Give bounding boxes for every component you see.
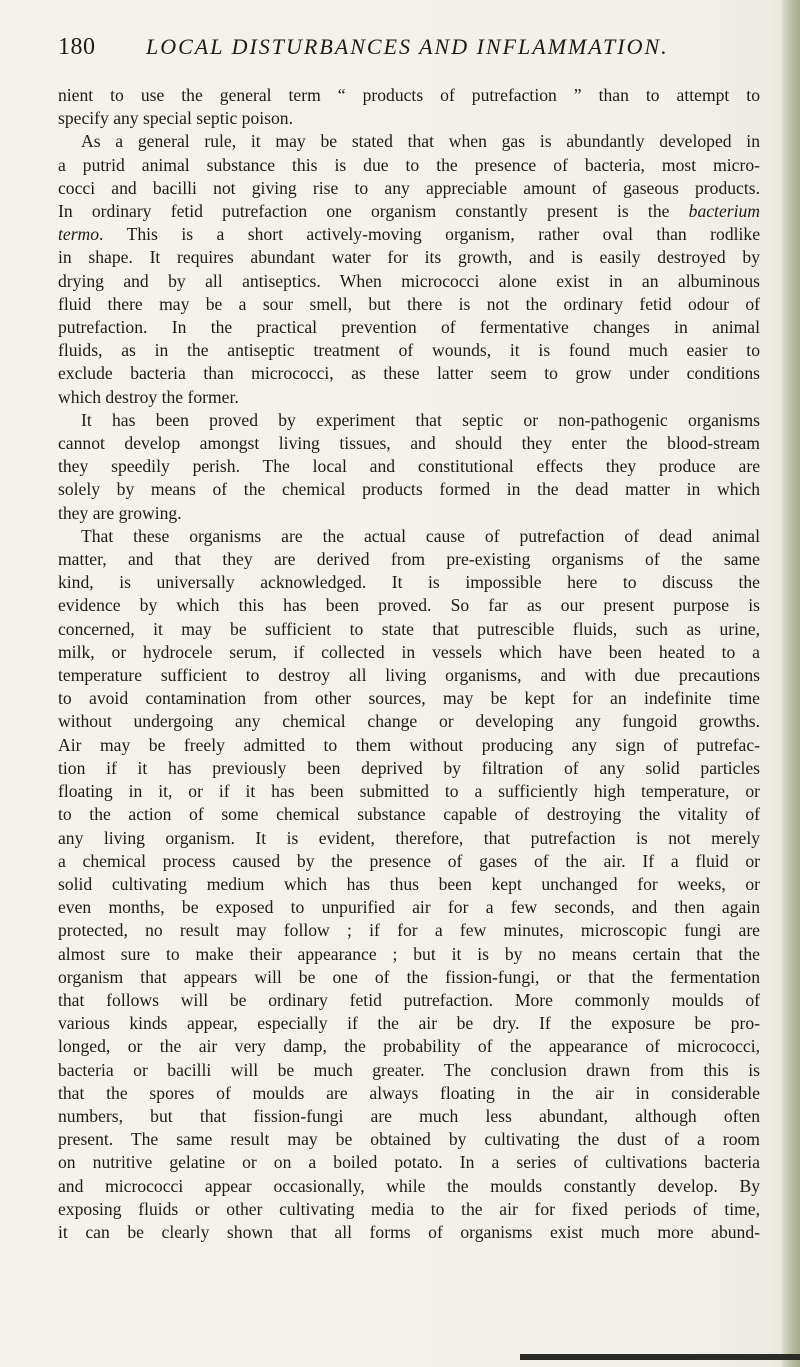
text-line: That these organisms are the actual cause of putrefaction of dead animal [81, 525, 760, 546]
text-line: exposing fluids or other cultivating media to the air for fixed periods of time, [58, 1198, 760, 1219]
text-line: to the action of some chemical substance capable of destroying the vitality of [58, 804, 760, 825]
body-text [58, 84, 760, 1244]
text-line: solid cultivating medium which has thus been kept unchanged for weeks, or [58, 873, 760, 894]
text-line: milk, or hydrocele serum, if collected in vessels which have been heated to a [58, 641, 760, 662]
text-line: even months, be exposed to unpurified air for a few seconds, and then again [58, 897, 760, 918]
text-line: temperature sufficient to destroy all living organisms, and with due precautions [58, 665, 760, 686]
text-line: matter, and that they are derived from pre-existing organisms of the same [58, 549, 760, 570]
text-line: termo. This is a short actively-moving organism, rather oval than rodlike [58, 224, 760, 245]
text-line: and micrococci appear occasionally, while the moulds constantly develop. By [58, 1175, 760, 1196]
text-line: fluids, as in the antiseptic treatment of wounds, it is found much easier to [58, 340, 760, 361]
running-head: LOCAL DISTURBANCES AND INFLAMMATION. [146, 34, 669, 59]
text-line: longed, or the air very damp, the probability of the appearance of micrococci, [58, 1036, 760, 1057]
text-line: nient to use the general term “ products of putrefaction ” than to attempt to [58, 85, 760, 105]
text-line: it can be clearly shown that all forms of organisms exist much more abund- [58, 1221, 760, 1242]
text-line: without undergoing any chemical change or developing any fungoid growths. [58, 711, 760, 732]
text-line: numbers, but that fission-fungi are much less abundant, although often [58, 1105, 760, 1126]
text-line: putrefaction. In the practical prevention of fermentative changes in animal [58, 317, 760, 338]
text-line: fluid there may be a sour smell, but there is not the ordinary fetid odour of [58, 293, 760, 314]
text-line: floating in it, or if it has been submitted to a sufficiently high temperature, or [58, 781, 760, 802]
text-line: It has been proved by experiment that septic or non-pathogenic organisms [81, 409, 760, 430]
text-line: drying and by all antiseptics. When micrococci alone exist in an albuminous [58, 270, 760, 291]
text-line: cannot develop amongst living tissues, and should they enter the blood-stream [58, 433, 760, 454]
text-line: exclude bacteria than micrococci, as these latter seem to grow under conditions [58, 363, 760, 384]
text-line: tion if it has previously been deprived by filtration of any solid particles [58, 757, 760, 778]
text-line: which destroy the former. [58, 386, 239, 407]
text-line: specify any special septic poison. [58, 108, 294, 129]
text-line: kind, is universally acknowledged. It is impossible here to discuss the [58, 572, 760, 593]
text-line: that follows will be ordinary fetid putrefaction. More commonly moulds of [58, 989, 760, 1010]
text-line: that the spores of moulds are always floating in the air in considerable [58, 1082, 760, 1103]
text-line: evidence by which this has been proved. So far as our present purpose is [58, 595, 760, 616]
text-line: As a general rule, it may be stated that when gas is abundantly developed in [81, 131, 760, 152]
text-line: bacteria or bacilli will be much greater. The conclusion drawn from this is [58, 1059, 760, 1080]
text-line: In ordinary fetid putrefaction one organism constantly present is the bacterium [58, 201, 760, 222]
text-line: a putrid animal substance this is due to the presence of bacteria, most micro- [58, 154, 760, 175]
bottom-rule [520, 1354, 800, 1360]
page-number: 180 [58, 34, 96, 60]
page-edge [782, 0, 800, 1367]
text-line: protected, no result may follow ; if for a few minutes, microscopic fungi are [58, 920, 760, 941]
text-line: they speedily perish. The local and constitutional effects they produce are [58, 456, 760, 477]
text-line: to avoid contamination from other sources, may be kept for an indefinite time [58, 688, 760, 709]
text-line: present. The same result may be obtained by cultivating the dust of a room [58, 1129, 760, 1150]
text-line: a chemical process caused by the presence of gases of the air. If a fluid or [58, 850, 760, 871]
text-line: on nutritive gelatine or on a boiled potato. In a series of cultivations bacteria [58, 1152, 760, 1173]
text-line: cocci and bacilli not giving rise to any appreciable amount of gaseous products. [58, 177, 760, 198]
text-line: concerned, it may be sufficient to state that putrescible fluids, such as urine, [58, 618, 760, 639]
text-line: in shape. It requires abundant water for its growth, and is easily destroyed by [58, 247, 760, 268]
text-line: almost sure to make their appearance ; but it is by no means certain that the [58, 943, 760, 964]
text-line: various kinds appear, especially if the air be dry. If the exposure be pro- [58, 1013, 760, 1034]
text-line: they are growing. [58, 502, 182, 523]
page-header [58, 33, 758, 61]
text-line: any living organism. It is evident, therefore, that putrefaction is not merely [58, 827, 760, 848]
text-line: organism that appears will be one of the fission-fungi, or that the fermentation [58, 966, 760, 987]
text-line: Air may be freely admitted to them without producing any sign of putrefac- [58, 734, 760, 755]
text-line: solely by means of the chemical products formed in the dead matter in which [58, 479, 760, 500]
